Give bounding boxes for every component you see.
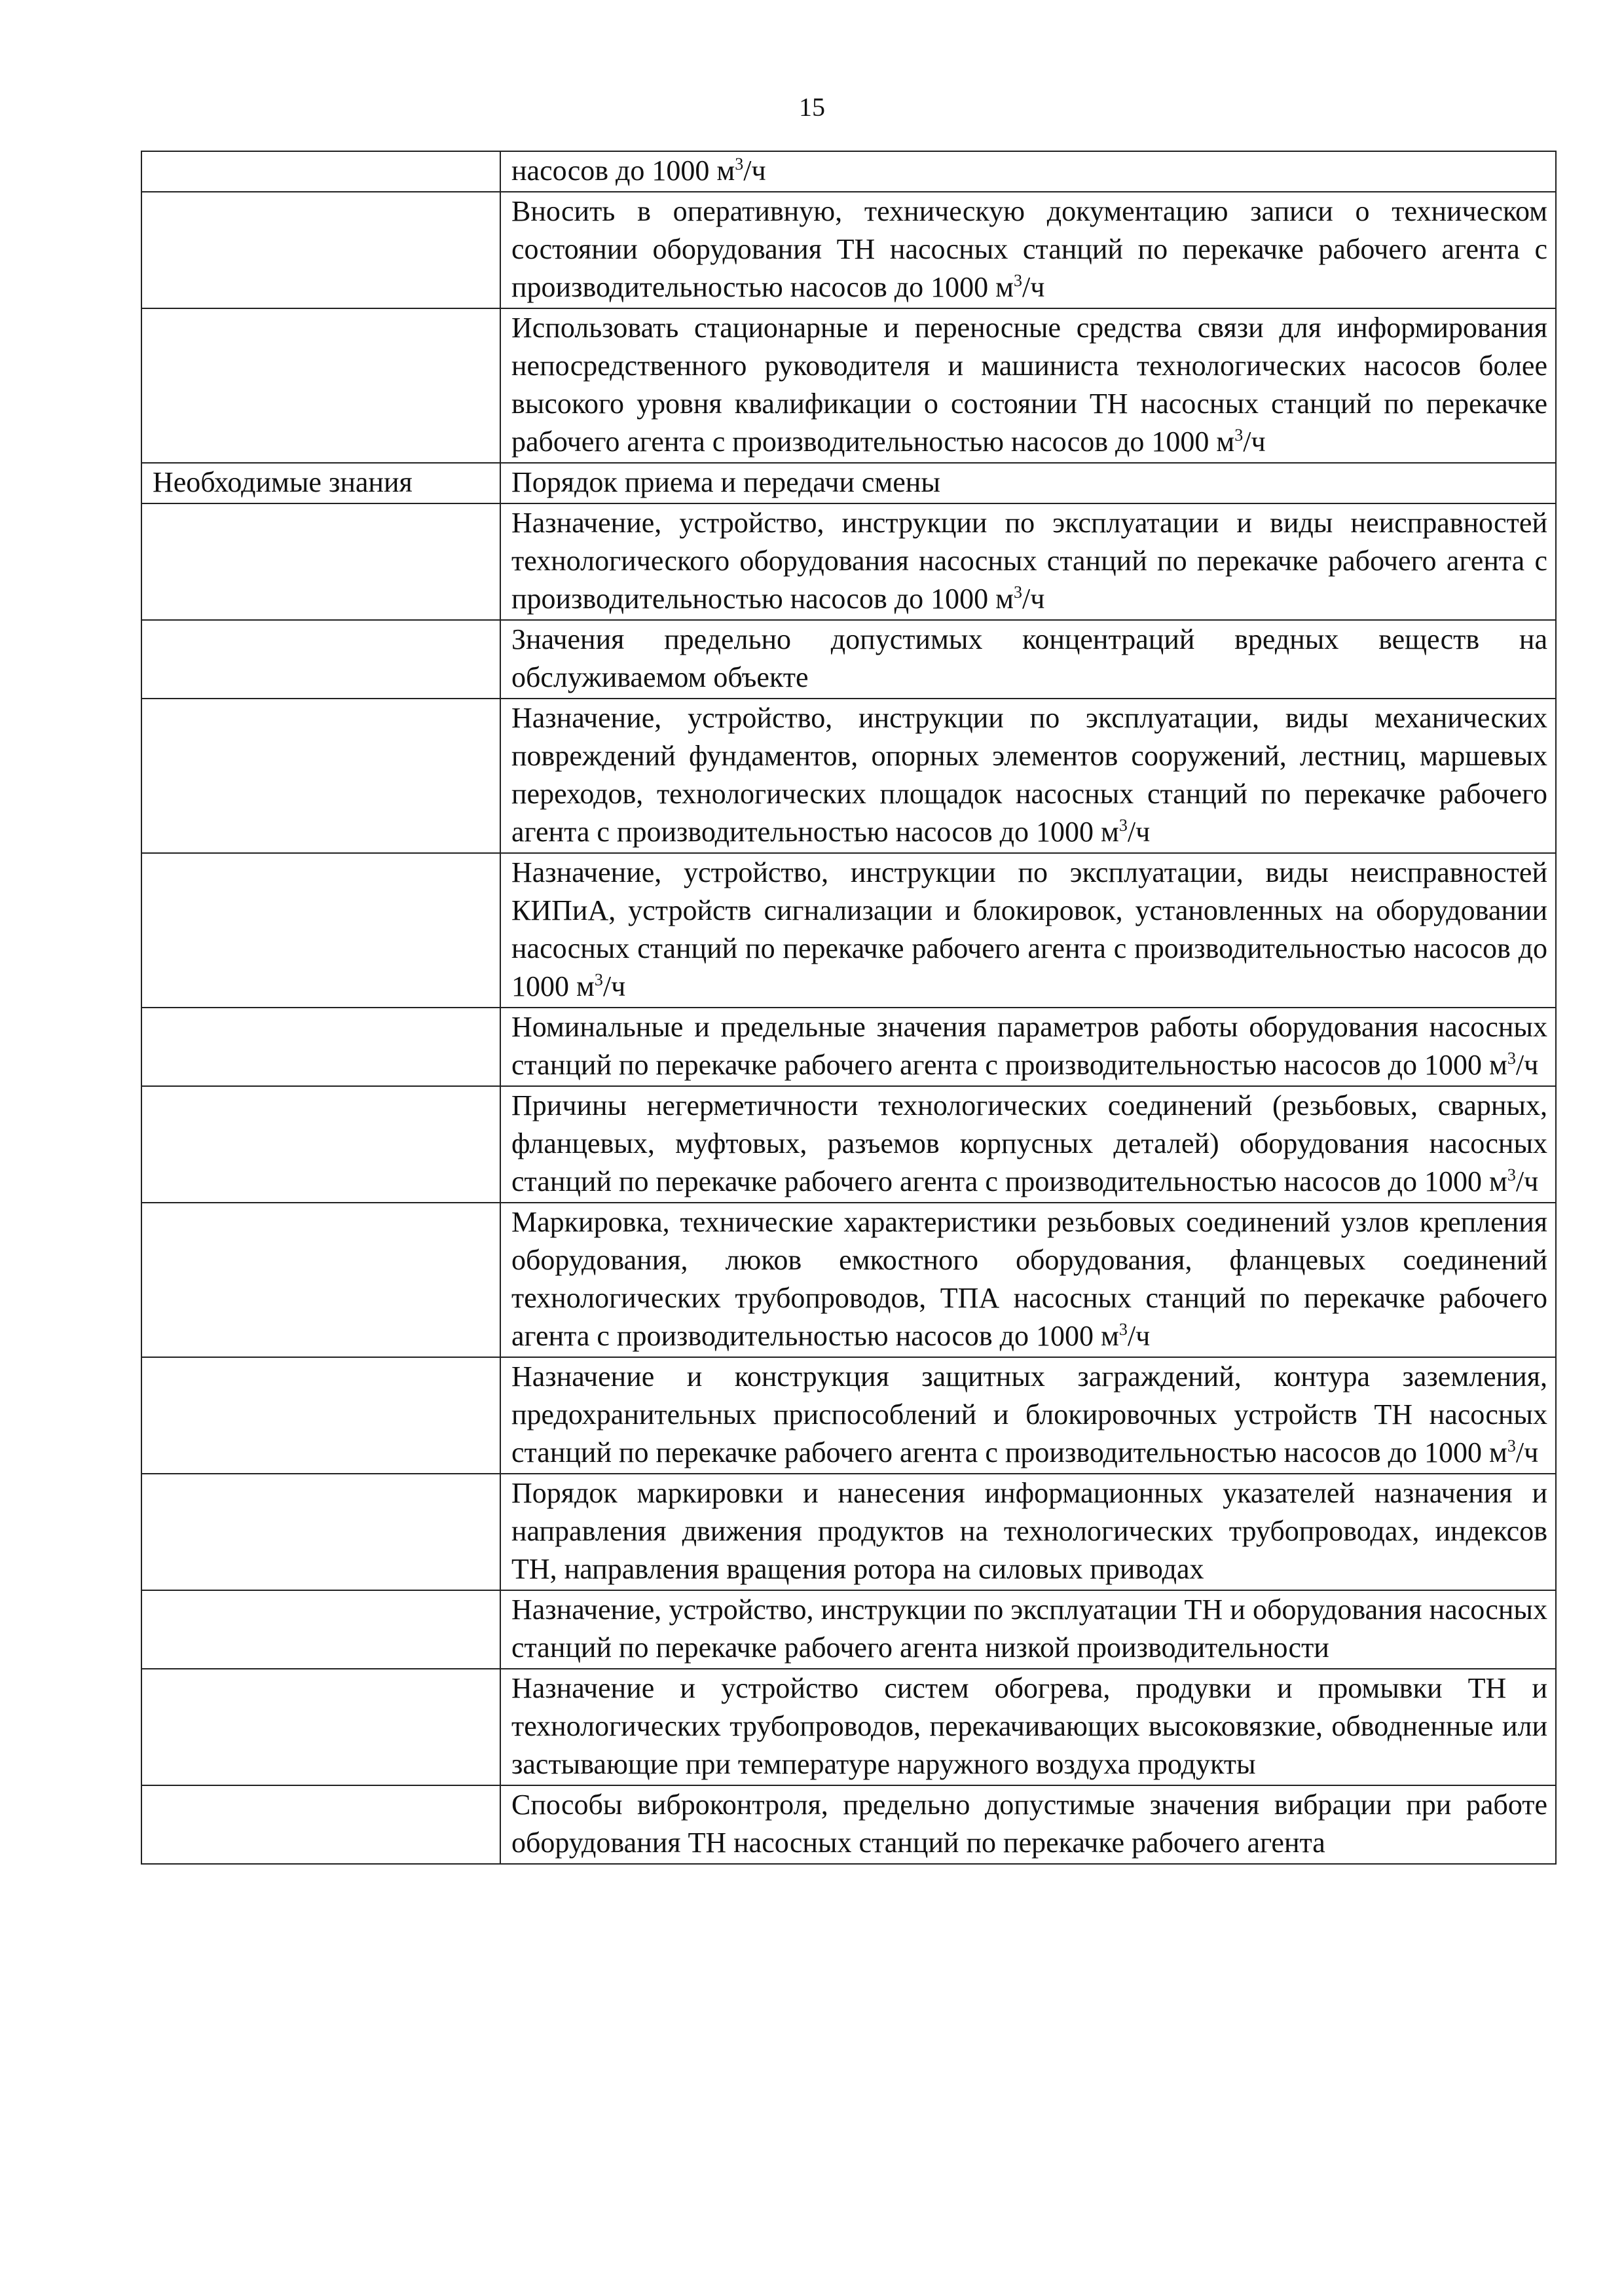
row-label-cell [141, 192, 500, 308]
table-row [141, 1785, 1556, 1864]
table-row [141, 1203, 1556, 1357]
knowledge-item: Назначение и конструкция защитных заграждений, контура заземления, предохранительных приспособлений и блокировочных устройств ТН насосных станций по перекачке рабочего агента с производительностью насосов до 1000 $м^3/ч$ [500, 1357, 1556, 1474]
row-label-cell [141, 1590, 500, 1669]
knowledge-label: Необходимые знания [141, 463, 500, 503]
knowledge-item: Причины негерметичности технологических соединений (резьбовых, сварных, фланцевых, муфтовых, разъемов корпусных деталей) оборудования насосных станций по перекачке рабочего агента с производительностью насосов до 1000 $м^3/ч$ [500, 1086, 1556, 1203]
competency-table [141, 151, 1557, 1865]
skill-item: Вносить в оперативную, техническую документацию записи о техническом состоянии оборудования ТН насосных станций по перекачке рабочего агента с производительностью насосов до 1000 $м^3/ч$ [500, 192, 1556, 308]
skill-item: Использовать стационарные и переносные средства связи для информирования непосредственного руководителя и машиниста технологических насосов более высокого уровня квалификации о состоянии ТН насосных станций по перекачке рабочего агента с производительностью насосов до 1000 $м^3/ч$ [500, 308, 1556, 463]
row-label-cell [141, 1008, 500, 1086]
knowledge-item: Назначение и устройство систем обогрева, продувки и промывки ТН и технологических трубопроводов, перекачивающих высоковязкие, обводненные или застывающие при температуре наружного воздуха продукты [500, 1669, 1556, 1785]
table-row [141, 1590, 1556, 1669]
row-label-cell [141, 1669, 500, 1785]
knowledge-item: Значения предельно допустимых концентраций вредных веществ на обслуживаемом объекте [500, 620, 1556, 699]
row-label-cell [141, 699, 500, 853]
table-row [141, 620, 1556, 699]
row-label-cell [141, 1785, 500, 1864]
row-label-cell [141, 1203, 500, 1357]
row-label-cell [141, 151, 500, 192]
page-number: 15 [799, 92, 825, 122]
knowledge-item: Назначение, устройство, инструкции по эксплуатации ТН и оборудования насосных станций по перекачке рабочего агента низкой производительности [500, 1590, 1556, 1669]
knowledge-item: Порядок приема и передачи смены [500, 463, 1556, 503]
row-label-cell [141, 308, 500, 463]
skill-item: насосов до 1000 $м^3/ч$ [500, 151, 1556, 192]
row-label-cell [141, 620, 500, 699]
row-label-cell [141, 1086, 500, 1203]
knowledge-item: Порядок маркировки и нанесения информационных указателей назначения и направления движения продуктов на технологических трубопроводах, индексов ТН, направления вращения ротора на силовых приводах [500, 1474, 1556, 1590]
table-row [141, 192, 1556, 308]
table-row [141, 1086, 1556, 1203]
table-row [141, 503, 1556, 620]
knowledge-item: Маркировка, технические характеристики резьбовых соединений узлов крепления оборудования, люков емкостного оборудования, фланцевых соединений технологических трубопроводов, ТПА насосных станций по перекачке рабочего агента с производительностью насосов до 1000 $м^3/ч$ [500, 1203, 1556, 1357]
table-row [141, 463, 1556, 503]
table-row [141, 1474, 1556, 1590]
table-row [141, 308, 1556, 463]
table-row [141, 1669, 1556, 1785]
table-row [141, 1357, 1556, 1474]
knowledge-item: Назначение, устройство, инструкции по эксплуатации, виды неисправностей КИПиА, устройств сигнализации и блокировок, установленных на оборудовании насосных станций по перекачке рабочего агента с производительностью насосов до 1000 $м^3/ч$ [500, 853, 1556, 1008]
row-label-cell [141, 503, 500, 620]
table-row [141, 1008, 1556, 1086]
row-label-cell [141, 1357, 500, 1474]
knowledge-item: Назначение, устройство, инструкции по эксплуатации и виды неисправностей технологического оборудования насосных станций по перекачке рабочего агента с производительностью насосов до 1000 $м^3/ч$ [500, 503, 1556, 620]
row-label-cell [141, 853, 500, 1008]
table-row [141, 151, 1556, 192]
table-row [141, 853, 1556, 1008]
table-row [141, 699, 1556, 853]
row-label-cell [141, 1474, 500, 1590]
knowledge-item: Номинальные и предельные значения параметров работы оборудования насосных станций по перекачке рабочего агента с производительностью насосов до 1000 $м^3/ч$ [500, 1008, 1556, 1086]
knowledge-item: Назначение, устройство, инструкции по эксплуатации, виды механических повреждений фундаментов, опорных элементов сооружений, лестниц, маршевых переходов, технологических площадок насосных станций по перекачке рабочего агента с производительностью насосов до 1000 $м^3/ч$ [500, 699, 1556, 853]
knowledge-item: Способы виброконтроля, предельно допустимые значения вибрации при работе оборудования ТН насосных станций по перекачке рабочего агента [500, 1785, 1556, 1864]
